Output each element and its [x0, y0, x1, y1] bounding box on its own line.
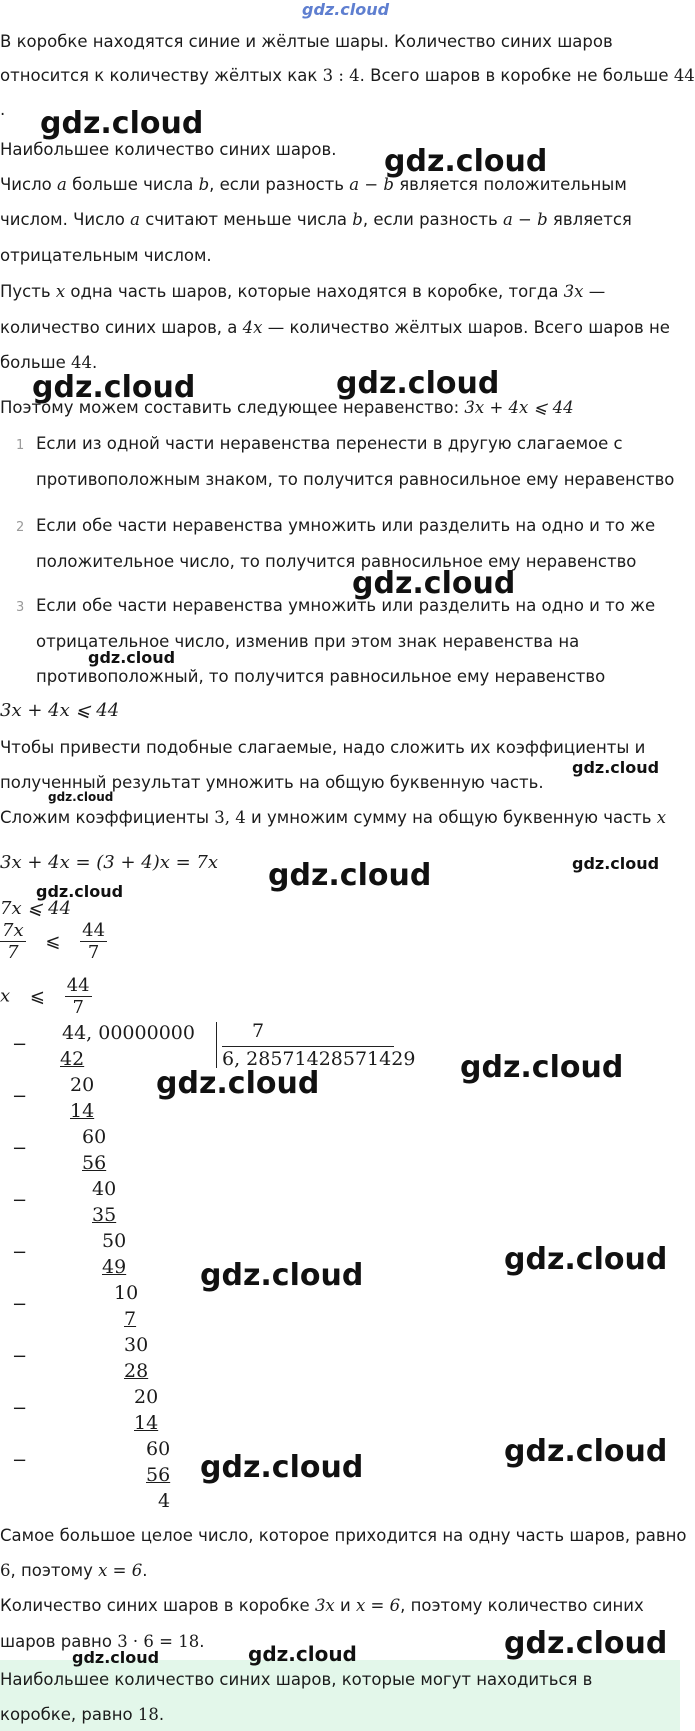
setup-line-1: Пусть x одна часть шаров, которые находятся в коробке, тогда 3x — — [0, 282, 606, 301]
x-inequality: x ⩽ $\frac{44}{7}$ — [0, 975, 90, 1018]
division-row: 56 — [146, 1464, 171, 1486]
division-row: 14 — [134, 1412, 159, 1434]
watermark: gdz.cloud — [384, 144, 548, 179]
watermark: gdz.cloud — [36, 882, 124, 901]
watermark: gdz.cloud — [352, 566, 516, 601]
division-row: 35 — [92, 1204, 117, 1226]
watermark: gdz.cloud — [504, 1434, 668, 1469]
division-dividend: 44, 00000000 — [62, 1022, 195, 1044]
division-minus: − — [12, 1190, 28, 1211]
division-row: 40 — [92, 1178, 117, 1200]
division-minus: − — [12, 1086, 28, 1107]
rule-2-line-2: положительное число, то получится равносильное ему неравенство — [36, 552, 637, 571]
rule-2-line-1: Если обе части неравенства умножить или разделить на одно и то же — [36, 516, 656, 535]
fraction-lhs: $\frac{7x}{7}$ — [2, 920, 24, 963]
division-row: 20 — [134, 1386, 159, 1408]
rule-3-number: 3 — [16, 600, 25, 615]
watermark: gdz.cloud — [572, 854, 660, 873]
watermark: gdz.cloud — [32, 370, 196, 405]
division-row: 10 — [114, 1282, 139, 1304]
division-row: 28 — [124, 1360, 149, 1382]
division-minus: − — [12, 1294, 28, 1315]
division-row: 7 — [124, 1308, 137, 1330]
combine-line: Сложим коэффициенты 3, 4 и умножим сумму на общую буквенную часть x — [0, 808, 667, 827]
division-row: 60 — [82, 1126, 107, 1148]
watermark: gdz.cloud — [88, 648, 176, 667]
division-row: 20 — [70, 1074, 95, 1096]
division-row: 50 — [102, 1230, 127, 1252]
division-bar-horizontal — [222, 1046, 394, 1047]
setup-line-3: больше 44. — [0, 353, 98, 372]
watermark: gdz.cloud — [200, 1450, 364, 1485]
division-row: 60 — [146, 1438, 171, 1460]
division-minus: − — [12, 1346, 28, 1367]
division-row: 30 — [124, 1334, 149, 1356]
watermark: gdz.cloud — [72, 1648, 160, 1667]
definition-line-3: отрицательным числом. — [0, 246, 212, 265]
division-quotient: 6, 28571428571429 — [222, 1048, 416, 1070]
rule-1-line-1: Если из одной части неравенства перенести в другую слагаемое с — [36, 434, 623, 453]
conclusion-line-2: 6, поэтому x = 6. — [0, 1561, 148, 1580]
watermark: gdz.cloud — [504, 1242, 668, 1277]
intro-line-3: . — [0, 100, 6, 119]
watermark: gdz.cloud — [268, 858, 432, 893]
rule-1-number: 1 — [16, 438, 25, 453]
division-minus: − — [12, 1034, 28, 1055]
x-rhs-fraction: $\frac{44}{7}$ — [66, 975, 90, 1018]
watermark: gdz.cloud — [40, 106, 204, 141]
watermark: gdz.cloud — [248, 1642, 357, 1666]
watermark: gdz.cloud — [504, 1626, 668, 1661]
definition-line-2: числом. Число a считают меньше числа b, если разность a − b является — [0, 210, 632, 229]
combined-expression: 3x + 4x = (3 + 4)x = 7x — [0, 852, 219, 873]
rule-2-number: 2 — [16, 520, 25, 535]
inequality-1: 3x + 4x ⩽ 44 — [0, 700, 120, 721]
answer-line-2: коробке, равно 18. — [0, 1705, 165, 1724]
like-terms-line-2: полученный результат умножить на общую буквенную часть. — [0, 773, 544, 792]
division-minus: − — [12, 1138, 28, 1159]
watermark: gdz.cloud — [336, 366, 500, 401]
conclusion-line-4: шаров равно 3 · 6 = 18. — [0, 1632, 205, 1651]
division-row: 56 — [82, 1152, 107, 1174]
watermark: gdz.cloud — [460, 1050, 624, 1085]
division-divisor: 7 — [252, 1020, 265, 1042]
division-row: 14 — [70, 1100, 95, 1122]
rule-3-line-3: противоположный, то получится равносильное ему неравенство — [36, 667, 606, 686]
watermark: gdz.cloud — [48, 790, 114, 804]
rule-3-line-1: Если обе части неравенства умножить или разделить на одно и то же — [36, 596, 656, 615]
division-row: 49 — [102, 1256, 127, 1278]
division-minus: − — [12, 1398, 28, 1419]
rule-3-line-2: отрицательное число, изменив при этом знак неравенства на — [36, 632, 580, 651]
setup-line-4: Поэтому можем составить следующее неравенство: 3x + 4x ⩽ 44 — [0, 398, 574, 417]
division-minus: − — [12, 1450, 28, 1471]
answer-line-1: Наибольшее количество синих шаров, которые могут находиться в — [0, 1670, 593, 1689]
fraction-rhs: $\frac{44}{7}$ — [82, 920, 106, 963]
division-minus: − — [12, 1242, 28, 1263]
rule-1-line-2: противоположным знаком, то получится равносильное ему неравенство — [36, 470, 675, 489]
watermark: gdz.cloud — [200, 1258, 364, 1293]
watermark: gdz.cloud — [572, 758, 660, 777]
conclusion-line-1: Самое большое целое число, которое приходится на одну часть шаров, равно — [0, 1526, 687, 1545]
intro-line-1: В коробке находятся синие и жёлтые шары. Количество синих шаров — [0, 32, 613, 51]
question-text: Наибольшее количество синих шаров. — [0, 140, 337, 159]
site-logo[interactable]: gdz.cloud — [302, 0, 390, 19]
like-terms-line-1: Чтобы привести подобные слагаемые, надо сложить их коэффициенты и — [0, 738, 646, 757]
division-row: 42 — [60, 1048, 85, 1070]
division-row: 4 — [158, 1490, 171, 1512]
definition-line-1: Число a больше числа b, если разность a − b является положительным — [0, 175, 627, 194]
division-bar-vertical — [216, 1022, 217, 1068]
watermark: gdz.cloud — [156, 1066, 320, 1101]
conclusion-line-3: Количество синих шаров в коробке 3x и x = 6, поэтому количество синих — [0, 1596, 644, 1615]
setup-line-2: количество синих шаров, а 4x — количество жёлтых шаров. Всего шаров не — [0, 318, 670, 337]
intro-line-2: относится к количеству жёлтых как 3 : 4. Всего шаров в коробке не больше 44 — [0, 66, 695, 85]
inequality-2: 7x ⩽ 44 — [0, 898, 72, 919]
fraction-inequality: $\frac{7x}{7}$ ⩽ $\frac{44}{7}$ — [2, 920, 106, 963]
